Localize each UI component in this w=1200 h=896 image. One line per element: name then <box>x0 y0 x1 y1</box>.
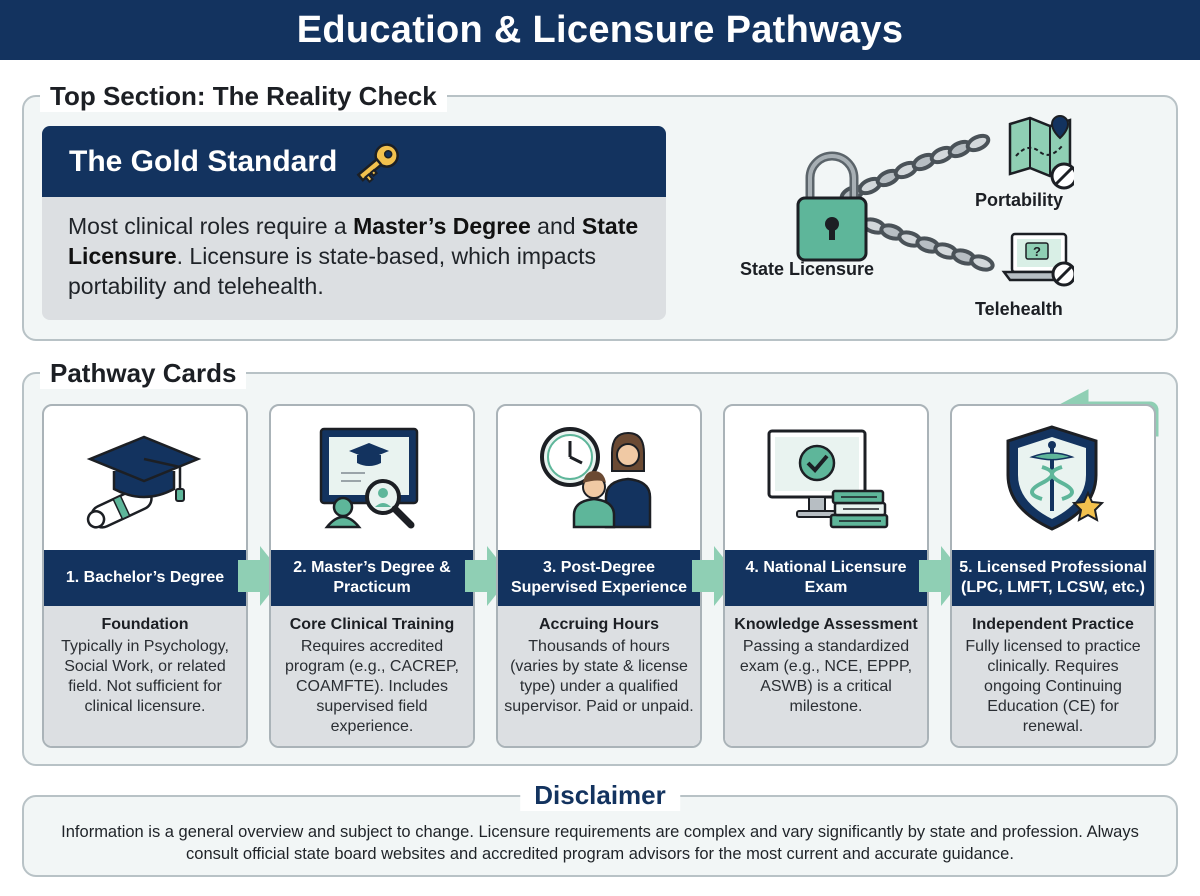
card-5-title: Independent Practice <box>972 616 1134 633</box>
card-5-description <box>952 606 1154 746</box>
pathway-card-3 <box>496 404 702 748</box>
reality-check-panel <box>22 81 1178 341</box>
card-4-text: Passing a standardized exam (e.g., NCE, EPPP, ASWB) is a critical milestone. <box>739 638 913 715</box>
card-2-step: 2. Master’s Degree & Practicum <box>271 550 473 606</box>
svg-text:?: ? <box>1033 244 1041 259</box>
card-1-description <box>44 606 246 746</box>
card-5-text: Fully licensed to practice clinically. Requires ongoing Continuing Education (CE) for renewal. <box>965 638 1141 735</box>
card-2-description <box>271 606 473 746</box>
gold-body-masters: Master’s Degree <box>353 213 531 239</box>
map-icon <box>1010 116 1074 188</box>
gold-standard-title: The Gold Standard <box>69 144 338 178</box>
card-2-text: Requires accredited program (e.g., CACREP, COAMFTE). Includes supervised field experience. <box>285 638 459 735</box>
gold-standard-header <box>42 126 666 197</box>
diploma-search-icon <box>307 423 437 533</box>
gold-body-text-2: and <box>530 213 582 239</box>
key-icon <box>351 136 407 188</box>
page-title: Education & Licensure Pathways <box>0 0 1200 60</box>
gold-body-text-3: . Licensure is state-based, which impacts portability and telehealth. <box>68 243 596 299</box>
card-1-title: Foundation <box>101 616 189 633</box>
card-3-title: Accruing Hours <box>538 616 659 633</box>
pathway-card-2 <box>269 404 475 748</box>
card-3-icon-area <box>498 406 700 550</box>
portability-label: Portability <box>975 190 1064 210</box>
card-3-step: 3. Post-Degree Supervised Experience <box>498 550 700 606</box>
gold-standard-card <box>42 126 666 320</box>
gold-standard-body <box>42 197 666 301</box>
caduceus-shield-icon <box>988 423 1118 533</box>
card-4-icon-area <box>725 406 927 550</box>
pathway-heading: Pathway Cards <box>40 357 246 389</box>
disclaimer-text: Information is a general overview and subject to change. Licensure requirements are complex and vary significantly by state and profession. Always consult official state board websites and accredited program advisors for the most current and accurate guidance. <box>61 823 1139 863</box>
card-2-title: Core Clinical Training <box>289 616 455 633</box>
graduation-cap-icon <box>80 423 210 533</box>
clock-supervisor-icon <box>534 423 664 533</box>
disclaimer-heading: Disclaimer <box>520 779 680 811</box>
card-1-icon-area <box>44 406 246 550</box>
pathway-panel <box>22 358 1178 766</box>
pathway-card-1 <box>42 404 248 748</box>
card-3-description <box>498 606 700 746</box>
card-4-step: 4. National Licensure Exam <box>725 550 927 606</box>
card-2-icon-area <box>271 406 473 550</box>
chain-to-portability <box>839 133 990 204</box>
gold-body-text-1: Most clinical roles require a <box>68 213 354 239</box>
padlock-icon <box>798 156 866 260</box>
card-1-step: 1. Bachelor’s Degree <box>44 550 246 606</box>
pathway-card-5 <box>950 404 1156 748</box>
card-5-step: 5. Licensed Professional (LPC, LMFT, LCSW, etc.) <box>952 550 1154 606</box>
card-5-icon-area <box>952 406 1154 550</box>
card-1-text: Typically in Psychology, Social Work, or related field. Not sufficient for clinical licensure. <box>61 638 229 715</box>
disclaimer-panel <box>22 780 1178 877</box>
reality-check-heading: Top Section: The Reality Check <box>40 80 447 112</box>
card-4-title: Knowledge Assessment <box>734 616 918 633</box>
pathway-card-4 <box>723 404 929 748</box>
computer-check-books-icon <box>761 423 891 533</box>
state-licensure-label: State Licensure <box>740 259 875 279</box>
telehealth-label: Telehealth <box>975 299 1063 319</box>
laptop-chat-icon <box>1004 234 1074 285</box>
card-3-text: Thousands of hours (varies by state & license type) under a qualified supervisor. Paid or unpaid. <box>504 638 694 715</box>
gold-body-licensure: State Licensure <box>68 213 639 269</box>
card-4-description <box>725 606 927 746</box>
